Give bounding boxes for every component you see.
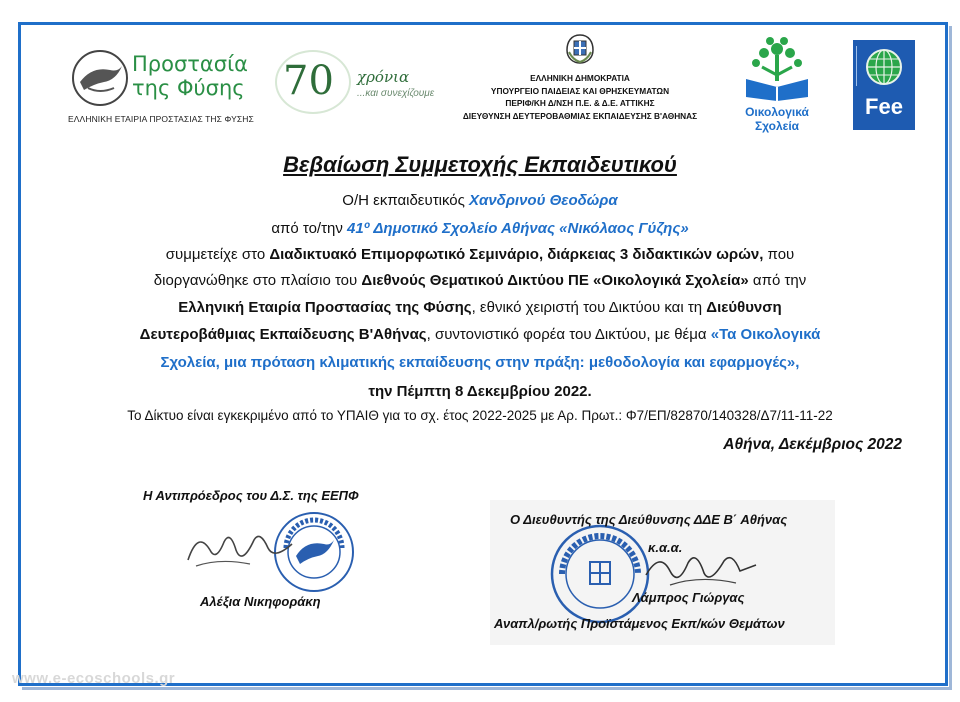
l5-c: Διεύθυνση: [706, 299, 782, 316]
right-signer-kaa: κ.α.α.: [648, 540, 683, 555]
teacher-name: Χανδρινού Θεοδώρα: [469, 192, 618, 209]
left-signature-icon: [180, 520, 300, 580]
anniversary-years: χρόνια: [357, 68, 410, 86]
anniversary-sub: ...και συνεχίζουμε: [357, 88, 435, 99]
ptf-title-line1: Προστασία: [132, 52, 249, 76]
anniversary-number: 70: [283, 58, 334, 104]
l5-a: Ελληνική Εταιρία Προστασίας της Φύσης: [178, 299, 472, 316]
teacher-line: [0, 192, 960, 210]
l4-c: από την: [748, 272, 807, 289]
school-line: [0, 220, 960, 238]
left-signer-name: Αλέξια Νικηφοράκη: [200, 594, 321, 609]
gov-header: [450, 32, 710, 132]
left-signer-title: Η Αντιπρόεδρος του Δ.Σ. της ΕΕΠΦ: [143, 488, 359, 503]
bird-emblem-icon: [70, 48, 130, 108]
fee-side-line: [856, 46, 864, 86]
eco-schools-logo: [738, 35, 816, 139]
gov-line4: ΔΙΕΥΘΥΝΣΗ ΔΕΥΤΕΡΟΒΑΘΜΙΑΣ ΕΚΠΑΙΔΕΥΣΗΣ Β'ΑΘΗΝΑΣ: [462, 110, 698, 121]
body-line-5: [0, 299, 960, 317]
right-signer-title: Ο Διευθυντής της Διεύθυνσης ΔΔΕ Β΄ Αθήνας: [510, 512, 788, 527]
school-prefix: από το/την: [271, 220, 348, 237]
fee-label: Fee: [865, 94, 903, 119]
seminar-date: την Πέμπτη 8 Δεκεμβρίου 2022.: [368, 383, 592, 400]
gov-line3: ΠΕΡΙΦ/ΚΗ Δ/ΝΣΗ Π.Ε. & Δ.Ε. ΑΤΤΙΚΗΣ: [505, 98, 655, 109]
gov-line1: ΕΛΛΗΝΙΚΗ ΔΗΜΟΚΡΑΤΙΑ: [530, 73, 630, 83]
ptf-subtitle: ΕΛΛΗΝΙΚΗ ΕΤΑΙΡΙΑ ΠΡΟΣΤΑΣΙΑΣ ΤΗΣ ΦΥΣΗΣ: [68, 114, 254, 124]
body-line-6: [0, 326, 960, 344]
ptf-logo: [68, 44, 258, 130]
l5-b: , εθνικό χειριστή του Δικτύου και τη: [471, 299, 707, 316]
l6-b: , συντονιστικό φορέα του Δικτύου, με θέμα: [426, 326, 711, 343]
gov-text: [450, 72, 710, 122]
right-signer-role: Αναπλ/ρωτής Προϊστάμενος Εκπ/κών Θεμάτων: [494, 616, 785, 631]
l6-c: «Τα Οικολογικά: [710, 326, 821, 343]
certificate-title: Βεβαίωση Συμμετοχής Εκπαιδευτικού: [283, 152, 677, 177]
eco-line1: Οικολογικά: [745, 105, 809, 119]
eco-line2: Σχολεία: [754, 119, 800, 133]
l3-b: Διαδικτυακό Επιμορφωτικό Σεμινάριο, διάρκειας 3 διδακτικών ωρών,: [269, 246, 764, 263]
place-date: Αθήνα, Δεκέμβριος 2022: [723, 436, 902, 453]
site-watermark: www.e-ecoschools.gr: [12, 670, 176, 687]
seminar-theme: Σχολεία, μια πρόταση κλιματικής εκπαίδευσης στην πράξη: μεθοδολογία και εφαρμογές»,: [160, 354, 800, 371]
greek-emblem-icon: [563, 32, 597, 66]
anniversary-logo: [275, 50, 445, 120]
right-signer-name: Λάμπρος Γιώργας: [632, 590, 745, 605]
body-line-3: [0, 246, 960, 264]
gov-seal-icon: [548, 522, 652, 626]
tree-book-icon: [742, 35, 812, 101]
body-line-4: [0, 272, 960, 290]
ptf-title-line2: της Φύσης: [132, 76, 245, 100]
ptf-title: [132, 52, 248, 100]
gov-line2: ΥΠΟΥΡΓΕΙΟ ΠΑΙΔΕΙΑΣ ΚΑΙ ΘΡΗΣΚΕΥΜΑΤΩΝ: [490, 85, 670, 96]
teacher-prefix: Ο/Η εκπαιδευτικός: [342, 192, 470, 209]
l4-a: διοργανώθηκε στο πλαίσιο του: [153, 272, 362, 289]
globe-icon: [865, 48, 903, 86]
school-name: 41º Δημοτικό Σχολείο Αθήνας «Νικόλαος Γύζης»: [347, 220, 689, 237]
right-signature-icon: [640, 545, 760, 595]
approval-note: Το Δίκτυο είναι εγκεκριμένο από το ΥΠΑΙΘ για το σχ. έτος 2022-2025 με Αρ. Πρωτ.: Φ7/ΕΠ/82870/140328/Δ7/11-11-22: [127, 408, 833, 423]
l4-b: Διεθνούς Θεματικού Δικτύου ΠΕ «Οικολογικά Σχολεία»: [361, 272, 749, 289]
fee-logo: [853, 40, 915, 130]
l3-a: συμμετείχε στο: [165, 246, 270, 263]
l6-a: Δευτεροβάθμιας Εκπαίδευσης Β'Αθήνας: [139, 326, 427, 343]
eco-schools-label: [738, 105, 816, 133]
l3-c: που: [763, 246, 795, 263]
